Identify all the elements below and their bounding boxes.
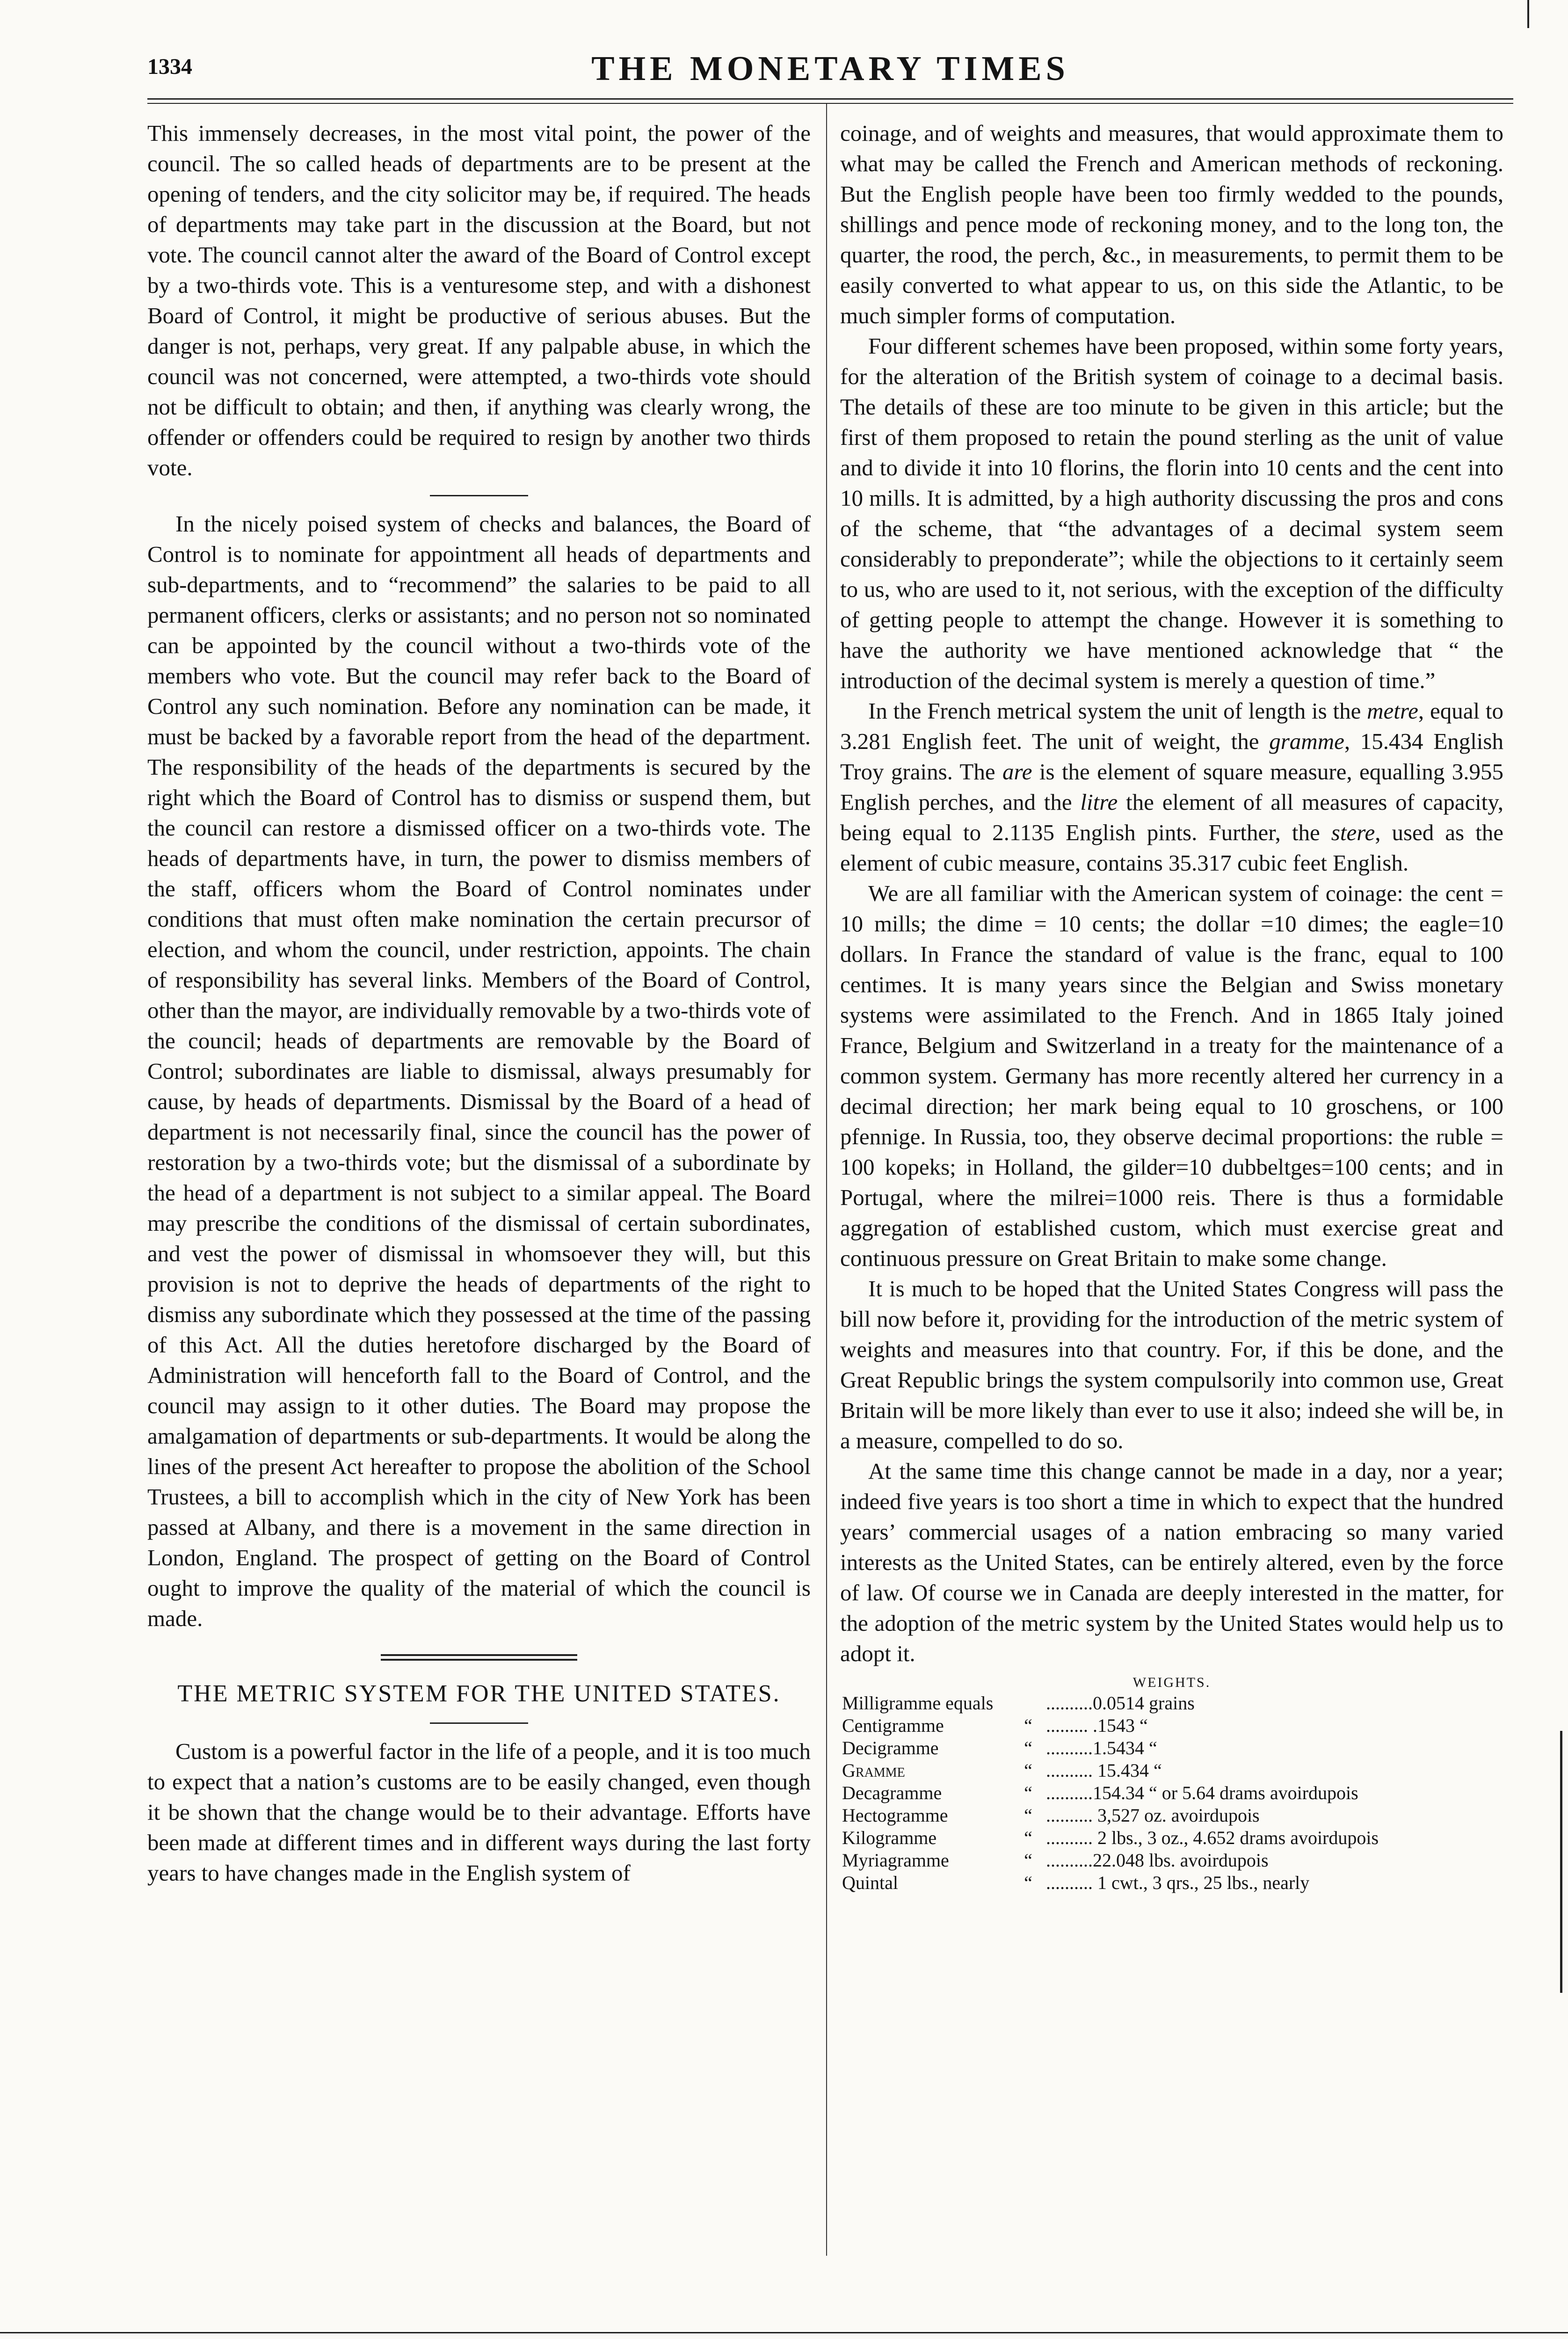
table-row [840,1737,1380,1759]
term-litre: litre [1080,789,1118,815]
text-run: the element of all measures of capacity, being equal to 2.1135 English pints. Further, the [840,789,1503,845]
unit-name: Hectogramme [842,1805,948,1826]
term-stere: stere [1331,820,1375,845]
text-run: , 15.434 English Troy grains. The [840,728,1503,785]
table-row [840,1827,1380,1849]
right-column [840,118,1503,1894]
unit-value: .......... 2 lbs., 3 oz., 4.652 drams avoirdupois [1046,1827,1379,1848]
page-header [147,49,1513,91]
column-divider [826,104,827,2256]
ditto-mark [1012,1692,1044,1714]
ditto-mark: “ [1024,1760,1032,1781]
ditto-mark: “ [1024,1850,1032,1871]
term-are: are [1002,759,1032,785]
unit-name: Centigramme [842,1715,944,1736]
paragraph: In the nicely poised system of checks and balances, the Board of Control is to nominate for appointment all heads of departments and sub-departments, and to “recommend” the salaries to be paid to all permanent officers, clerks or assistants; and no person not so nominated can be appointed by the council without a two-thirds vote of the members who vote. But the council may refer back to the Board of Control any such nomination. Before any nomination can be made, it must be backed by a favorable report from the head of the department. The responsibility of the heads of the departments is secured by the right which the Board of Control has to dismiss or suspend them, but the council can restore a dismissed officer on a two-thirds vote. The heads of departments have, in turn, the power to dismiss members of the staff, officers whom the Board of Control nominates under conditions that must often make nomination the certain precursor of election, and whom the council, under restriction, appoints. The chain of responsibility has several links. Members of the Board of Control, other than the mayor, are individually removable by a two-thirds vote of the council; heads of departments are removable by the Board of Control; subordinates are liable to dismissal, always presumably for cause, by heads of departments. Dismissal by the Board of a head of department is not necessarily final, since the council has the power of restoration by a two-thirds vote; but the dismissal of a subordinate by the head of a department is not subject to a similar appeal. The Board may prescribe the conditions of the dismissal of certain subordinates, and vest the power of dismissal in whomsoever they will, but this provision is not to deprive the heads of departments of the right to dismiss any subordinate which they possessed at the time of the passing of this Act. All the duties heretofore discharged by the Board of Administration will henceforth fall to the Board of Control, and the council may assign to it other duties. The Board may propose the amalgamation of departments or sub-departments. It would be along the lines of the present Act hereafter to propose the abolition of the School Trustees, a bill to accomplish which in the city of New York has been passed at Albany, and there is a movement in the same direction in London, England. The prospect of getting on the Board of Control ought to improve the quality of the material of which the council is made. [147,511,811,1631]
paragraph: We are all familiar with the American system of coinage: the cent = 10 mills; the dime = 10 cents; the dollar =10 dimes; the eagle=10 dollars. In France the standard of value is the franc, equal to 100 centimes. It is many years since the Belgian and Swiss monetary systems were assimilated to the French. And in 1865 Italy joined France, Belgium and Switzerland in a treaty for the maintenance of a common system. Germany has more recently altered her currency in a decimal direction; her mark being equal to 10 groschens, or 100 pfennige. In Russia, too, they observe decimal proportions: the ruble = 100 kopeks; in Holland, the gilder=10 dubbeltges=100 cents; and in Portugal, where the milrei=1000 reis. There is thus a formidable aggregation of established custom, which must exercise great and continuous pressure on Great Britain to make some change. [840,880,1503,1271]
ditto-mark: “ [1024,1827,1032,1848]
table-row [840,1714,1380,1737]
table-row [840,1804,1380,1827]
table-row [840,1849,1380,1872]
text-run: In the French metrical system the unit of length is the [868,698,1367,724]
unit-value: .......... 3,527 oz. avoirdupois [1046,1805,1260,1826]
unit-name: Kilogramme [842,1827,937,1848]
unit-value: .......... 1 cwt., 3 qrs., 25 lbs., nearly [1046,1872,1310,1893]
unit-value: .......... 15.434 “ [1046,1760,1162,1781]
ditto-mark: “ [1024,1737,1032,1758]
title-separator [430,1722,528,1724]
term-gramme: gramme [1269,728,1344,754]
unit-value: ..........22.048 lbs. avoirdupois [1046,1850,1269,1871]
text-run: , equal to 3.281 English feet. The unit of weight, the [840,698,1503,754]
header-rule-secondary [147,103,1513,104]
unit-value: ..........154.34 “ or 5.64 drams avoirdupois [1046,1782,1358,1803]
ditto-mark: “ [1024,1715,1032,1736]
paragraph: Four different schemes have been proposed, within some forty years, for the alteration of the British system of coinage to a decimal basis. The details of these are too minute to be given in this article; but the first of them proposed to retain the pound sterling as the unit of value and to divide it into 10 florins, the florin into 10 cents and the cent into 10 mills. It is admitted, by a high authority discussing the pros and cons of the scheme, that “the advantages of a decimal system seem considerably to preponderate”; while the objections to it certainly seem to us, who are used to it, not serious, with the exception of the difficulty of getting people to attempt the change. However it is something to have the authority we have mentioned acknowledge that “ the introduction of the decimal system is merely a question of time.” [840,333,1503,693]
scan-edge-mark [1527,0,1529,28]
page-bottom-rule [0,2332,1568,2333]
scan-edge-mark [1560,1731,1562,1993]
header-rule [147,98,1513,100]
table-row [840,1782,1380,1804]
page-number: 1334 [147,54,192,79]
masthead-title: THE MONETARY TIMES [591,50,1069,88]
text-run: , used as the element of cubic measure, contains 35.317 cubic feet English. [840,820,1503,876]
table-row [840,1872,1380,1894]
unit-name: Decagramme [842,1782,942,1803]
unit-name: Quintal [842,1872,898,1893]
weights-table [840,1692,1380,1894]
unit-name: Decigramme [842,1737,939,1758]
section-separator [430,495,528,496]
paragraph: At the same time this change cannot be made in a day, nor a year; indeed five years is too short a time in which to expect that the hundred years’ commercial usages of a nation embracing so many varied interests as the United States, can be entirely altered, even by the force of law. Of course we in Canada are deeply interested in the matter, for the adoption of the metric system by the United States would help us to adopt it. [840,1458,1503,1666]
ditto-mark: “ [1024,1805,1032,1826]
article-title: THE METRIC SYSTEM FOR THE UNITED STATES. [177,1680,781,1707]
paragraph: It is much to be hoped that the United States Congress will pass the bill now before it, providing for the introduction of the metric system of weights and measures into that country. For, if this be done, and the Great Republic brings the system compulsorily into common use, Great Britain will be more likely than ever to use it also; indeed she will be, in a measure, compelled to do so. [840,1276,1503,1453]
term-metre: metre [1367,698,1418,724]
text-run: is the element of square measure, equalling 3.955 English perches, and the [840,759,1503,815]
ditto-mark: “ [1024,1872,1032,1893]
paragraph: This immensely decreases, in the most vital point, the power of the council. The so called heads of departments are to be present at the opening of tenders, and the city solicitor may be, if required. The heads of departments may take part in the discussion at the Board, but not vote. The council cannot alter the award of the Board of Control except by a two-thirds vote. This is a venturesome step, and with a dishonest Board of Control, it might be productive of serious abuses. But the danger is not, perhaps, very great. If any palpable abuse, in which the council was not concerned, were attempted, a two-thirds vote should not be difficult to obtain; and then, if anything was clearly wrong, the offender or offenders could be required to resign by another two thirds vote. [147,120,811,480]
unit-value: ..........0.0514 grains [1046,1693,1195,1714]
paragraph: coinage, and of weights and measures, that would approximate them to what may be called the French and American methods of reckoning. But the English people have been too firmly wedded to the pounds, shillings and pence mode of reckoning money, and to the long ton, the quarter, the rood, the perch, &c., in measurements, to permit them to be easily converted to what appear to us, on this side the Atlantic, to be much simpler forms of computation. [840,120,1503,328]
unit-value: ..........1.5434 “ [1046,1737,1157,1758]
table-row [840,1759,1380,1782]
ditto-mark: “ [1024,1782,1032,1803]
article-double-rule [381,1654,577,1661]
weights-heading: WEIGHTS. [1132,1675,1211,1690]
paragraph-french-metrical [840,696,1503,878]
left-column [147,118,811,1888]
unit-name: Milligramme equals [842,1693,994,1714]
paragraph: Custom is a powerful factor in the life of a people, and it is too much to expect that a nation’s customs are to be easily changed, even though it be shown that the change would be to their advantage. Efforts have been made at different times and in different ways during the last forty years to have changes made in the English system of [147,1738,811,1886]
unit-name: Gramme [842,1760,905,1781]
unit-value: ......... .1543 “ [1046,1715,1148,1736]
unit-name: Myriagramme [842,1850,949,1871]
table-row [840,1692,1380,1714]
